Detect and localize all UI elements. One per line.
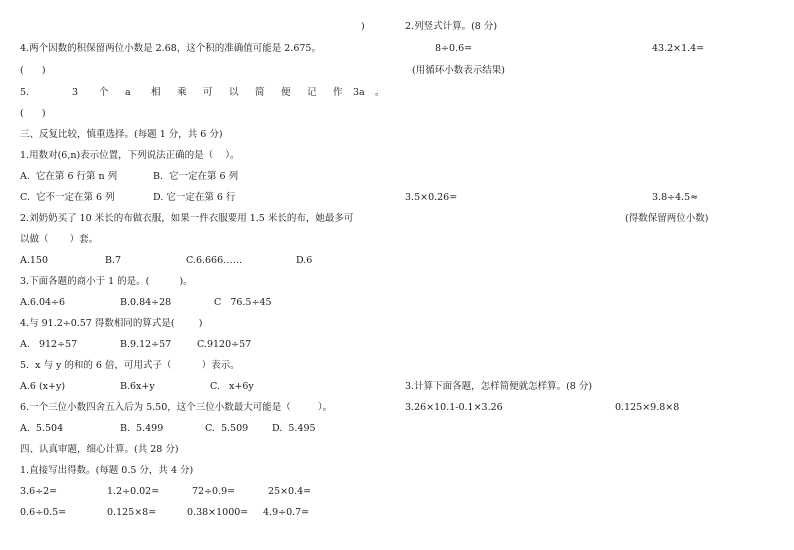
choice-q2-option-b[interactable]: B.7 [105, 255, 122, 266]
choice-q1-option-b[interactable]: B. 它一定在第 6 列 [153, 171, 239, 182]
choice-q5-option-b[interactable]: B.6x+y [120, 381, 155, 392]
choice-q2-option-a[interactable]: A.150 [20, 255, 49, 266]
simplified-calc-item: 3.26×10.1-0.1×3.26 [405, 402, 503, 413]
choice-q6-option-b[interactable]: B. 5.499 [120, 423, 164, 434]
choice-q4-option-a[interactable]: A. 912÷57 [20, 339, 78, 350]
vertical-calc-item: 43.2×1.4= [652, 43, 705, 54]
vertical-calc-item: 8÷0.6= [435, 43, 473, 54]
q5-part: a [125, 87, 131, 98]
vertical-calc-note: (用循环小数表示结果) [412, 65, 505, 76]
choice-q5-option-a[interactable]: A.6 (x+y) [20, 381, 66, 392]
section-4-title: 四、认真审题，细心计算。(共 28 分) [20, 444, 179, 455]
q5-part: 乘 [177, 87, 187, 98]
choice-q6-text: 6.一个三位小数四舍五入后为 5.50，这个三位小数最大可能是（ ）。 [20, 402, 333, 413]
mental-calc-item: 3.6÷2= [20, 486, 58, 497]
choice-q5-text: 5. x 与 y 的和的 6 倍，可用式子（ ）表示。 [20, 360, 240, 371]
q5-part: 个 [99, 87, 109, 98]
mental-calc-item: 72÷0.9= [192, 486, 236, 497]
q5-part: 3 [72, 87, 79, 98]
question-4-answer-blank[interactable]: ( ) [20, 65, 46, 76]
choice-q6-option-c[interactable]: C. 5.509 [205, 423, 249, 434]
choice-q4-option-b[interactable]: B.9.12÷57 [120, 339, 172, 350]
calc-q1-text: 1.直接写出得数。(每题 0.5 分，共 4 分) [20, 465, 194, 476]
choice-q1-text: 1.用数对(6,n)表示位置，下列说法正确的是（ ）。 [20, 150, 240, 161]
question-4-text: 4.两个因数的积保留两位小数是 2.68，这个积的准确值可能是 2.675。 [20, 43, 321, 54]
q5-part: 。 [375, 87, 385, 98]
choice-q3-option-a[interactable]: A.6.04÷6 [20, 297, 66, 308]
choice-q3-text: 3.下面各题的商小于 1 的是。( )。 [20, 276, 193, 287]
choice-q6-option-d[interactable]: D. 5.495 [272, 423, 316, 434]
choice-q2-option-d[interactable]: D.6 [296, 255, 313, 266]
choice-q4-text: 4.与 91.2÷0.57 得数相同的算式是( ) [20, 318, 203, 329]
mental-calc-item: 1.2÷0.02= [107, 486, 160, 497]
vertical-calc-item: 3.8÷4.5≈ [652, 192, 699, 203]
choice-q4-option-c[interactable]: C.9120÷57 [197, 339, 252, 350]
choice-q2-option-c[interactable]: C.6.666…… [186, 255, 243, 266]
vertical-calc-note: (得数保留两位小数) [625, 213, 709, 224]
choice-q6-option-a[interactable]: A. 5.504 [20, 423, 64, 434]
q5-part: 作 [333, 87, 343, 98]
q5-part: 记 [307, 87, 317, 98]
q5-part: 3a [353, 87, 365, 98]
choice-q1-option-a[interactable]: A. 它在第 6 行第 n 列 [20, 171, 118, 182]
close-paren: ) [361, 21, 365, 32]
vertical-calc-title: 2.列竖式计算。(8 分) [405, 21, 498, 32]
q5-part: 相 [151, 87, 161, 98]
q5-part: 可 [203, 87, 213, 98]
choice-q5-option-c[interactable]: C. x+6y [210, 381, 254, 392]
choice-q2-text: 2.刘奶奶买了 10 米长的布做衣服，如果一件衣服要用 1.5 米长的布，她最多可 [20, 213, 354, 224]
q5-part: 简 [255, 87, 265, 98]
mental-calc-item: 4.9÷0.7= [263, 507, 310, 518]
mental-calc-item: 0.38×1000= [187, 507, 249, 518]
choice-q3-option-b[interactable]: B.0.84÷28 [120, 297, 172, 308]
simplified-calc-title: 3.计算下面各题，怎样简便就怎样算。(8 分) [405, 381, 593, 392]
choice-q2-text-cont: 以做（ ）套。 [20, 234, 99, 245]
mental-calc-item: 0.6÷0.5= [20, 507, 67, 518]
mental-calc-item: 25×0.4= [268, 486, 312, 497]
choice-q1-option-c[interactable]: C. 它不一定在第 6 列 [20, 192, 115, 203]
vertical-calc-item: 3.5×0.26= [405, 192, 458, 203]
choice-q1-option-d[interactable]: D. 它一定在第 6 行 [153, 192, 236, 203]
q5-part: 便 [281, 87, 291, 98]
simplified-calc-item: 0.125×9.8×8 [615, 402, 680, 413]
q5-part: 以 [229, 87, 239, 98]
section-3-title: 三、反复比较，慎重选择。(每题 1 分，共 6 分) [20, 129, 223, 140]
mental-calc-item: 0.125×8= [107, 507, 157, 518]
q5-part: 5. [20, 87, 30, 98]
question-5-answer-blank[interactable]: ( ) [20, 108, 46, 119]
choice-q3-option-c[interactable]: C 76.5÷45 [214, 297, 272, 308]
